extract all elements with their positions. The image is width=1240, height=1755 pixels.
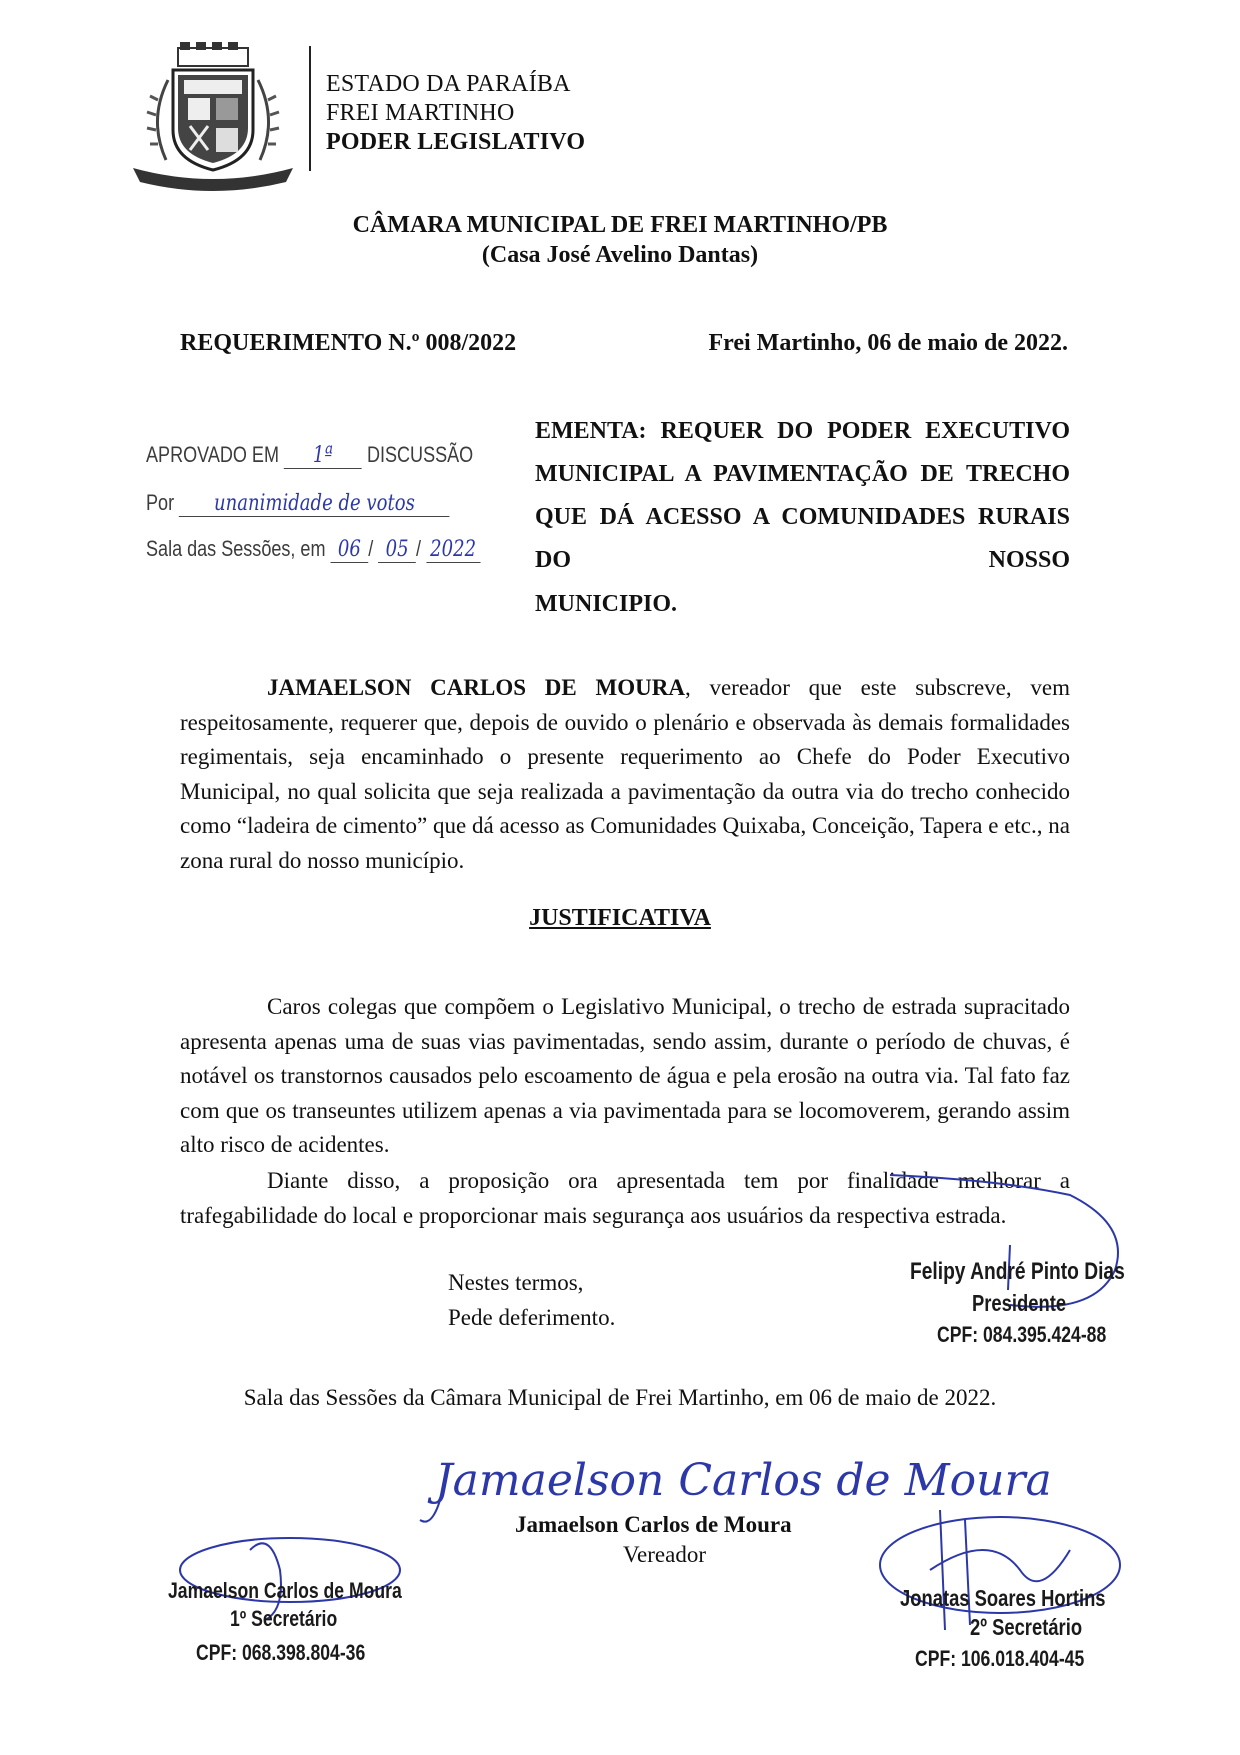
approval-by-value: unanimidade de votos (179, 491, 450, 517)
approval-day: 06 (331, 537, 369, 563)
header-city: FREI MARTINHO (326, 100, 515, 126)
approval-stamp-line1 (146, 442, 473, 469)
approval-session-label: Sala das Sessões, em (146, 536, 326, 561)
body-paragraph-3: Diante disso, a proposição ora apresentada tem por finalidade melhorar a trafegabilidade do local e proporcionar mais segurança aos usuários da respectiva estrada. (180, 1168, 1070, 1228)
approval-suffix: DISCUSSÃO (366, 442, 474, 467)
president-name: Felipy André Pinto Dias (910, 1258, 1125, 1285)
president-role: Presidente (972, 1290, 1067, 1316)
municipal-coat-of-arms-icon (128, 40, 298, 190)
first-secretary-cpf: CPF: 068.398.804-36 (196, 1640, 366, 1665)
institution-name: CÂMARA MUNICIPAL DE FREI MARTINHO/PB (352, 212, 888, 238)
body-paragraph-1 (180, 671, 1070, 878)
approval-by-label: Por (146, 490, 175, 515)
author-role: Vereador (623, 1542, 707, 1567)
author-name: Jamaelson Carlos de Moura (515, 1512, 792, 1537)
approval-stamp-line3: Sala das Sessões, em 06 / 05 / 2022 (146, 536, 480, 563)
institution-house: (Casa José Avelino Dantas) (481, 242, 759, 268)
second-secretary-name: Jonatas Soares Hortins (900, 1585, 1106, 1611)
approval-stamp (146, 442, 506, 572)
closing-line-2: Pede deferimento. (448, 1305, 616, 1330)
first-secretary-role: 1º Secretário (230, 1606, 338, 1631)
author-signature-text: Jamaelson Carlos de Moura (435, 1455, 1052, 1506)
request-date: Frei Martinho, 06 de maio de 2022. (708, 330, 1068, 356)
justification-title: JUSTIFICATIVA (529, 905, 711, 931)
body-paragraph-2: Caros colegas que compõem o Legislativo Municipal, o trecho de estrada supracitado apresenta apenas uma de suas vias pavimentadas, sendo assim, durante o período de chuvas, é notável os transtornos causados pelo escoamento de água e pela erosão na outra via. Tal fato faz com que os transeuntes utilizem apenas a via pavimentada para se locomoverem, gerando assim alto risco de acidentes. (180, 994, 1070, 1157)
president-cpf: CPF: 084.395.424-88 (937, 1322, 1107, 1347)
header-state: ESTADO DA PARAÍBA (326, 71, 571, 97)
second-secretary-role: 2º Secretário (970, 1614, 1083, 1640)
closing-line-1: Nestes termos, (448, 1270, 584, 1295)
body-paragraph-1-text: , vereador que este subscreve, vem respeitosamente, requerer que, depois de ouvido o plenário e observada às demais formalidades regimentais, seja encaminhado o presente requerimento ao Chefe do Poder Executivo Municipal, no qual solicita que seja realizada a pavimentação da outra via do trecho conhecido como “ladeira de cimento” que dá acesso as Comunidades Quixaba, Conceição, Tapera e etc., na zona rural do nosso município. (180, 675, 1070, 873)
header-divider (309, 46, 311, 171)
first-secretary-name: Jamaelson Carlos de Moura (168, 1578, 402, 1603)
header-power: PODER LEGISLATIVO (326, 129, 586, 155)
ementa-text: EMENTA: REQUER DO PODER EXECUTIVO MUNICIPAL A PAVIMENTAÇÃO DE TRECHO QUE DÁ ACESSO A COMUNIDADES RURAIS DO NOSSO (535, 418, 1070, 573)
request-number: REQUERIMENTO N.º 008/2022 (180, 330, 517, 356)
approval-discussion-value: 1ª (284, 443, 362, 469)
approval-label: APROVADO EM (146, 442, 279, 467)
second-secretary-cpf: CPF: 106.018.404-45 (915, 1646, 1085, 1671)
approval-stamp-line2 (146, 490, 450, 517)
approval-month: 05 (378, 537, 416, 563)
ementa-last-line: MUNICIPIO. (535, 591, 677, 617)
approval-year: 2022 (426, 537, 480, 563)
session-place-date: Sala das Sessões da Câmara Municipal de Frei Martinho, em 06 de maio de 2022. (243, 1385, 997, 1410)
vereador-name: JAMAELSON CARLOS DE MOURA (267, 675, 685, 700)
